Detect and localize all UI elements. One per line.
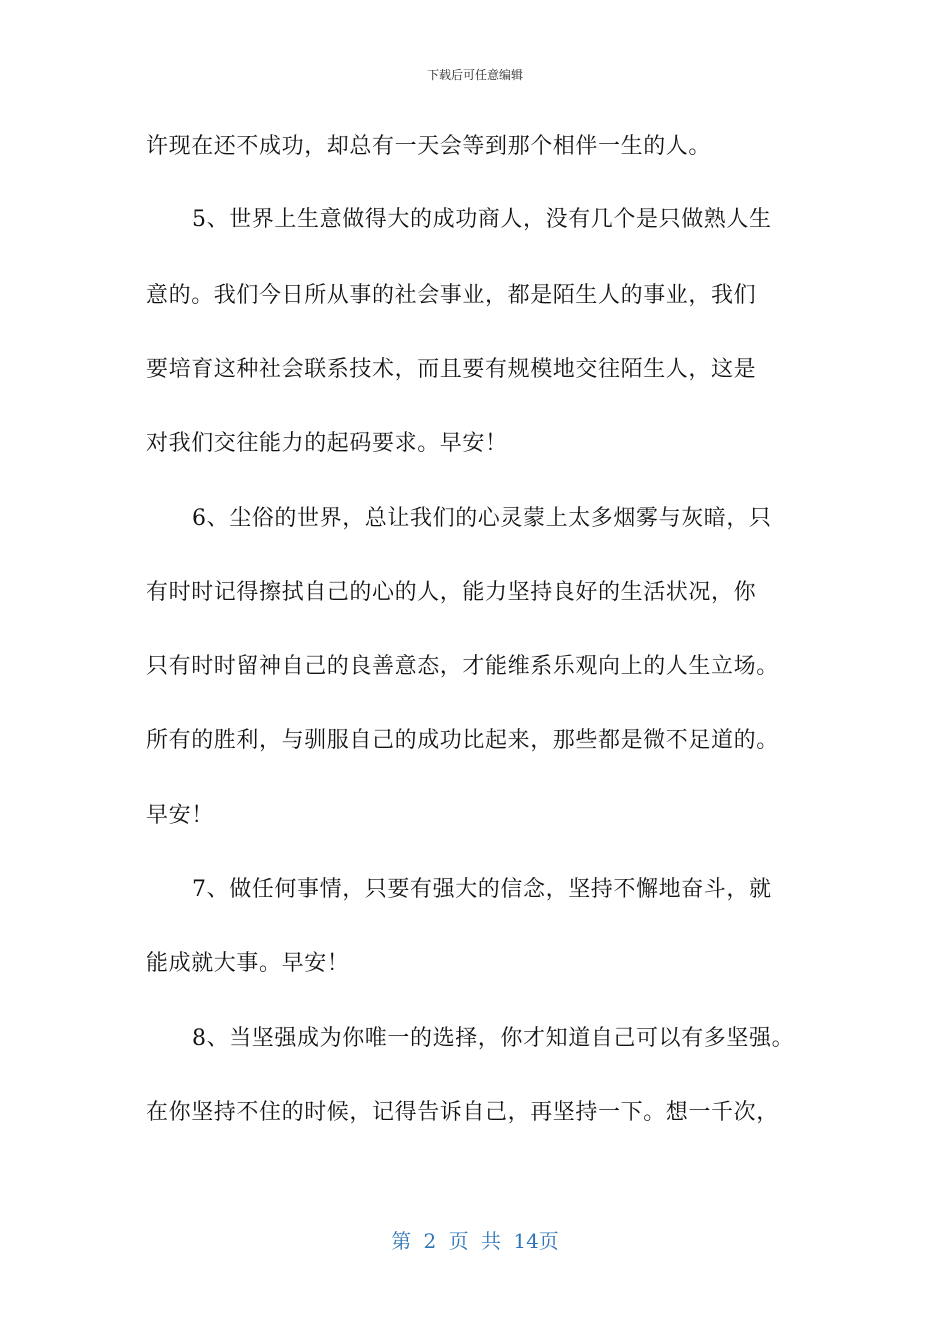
page-header: 下载后可任意编辑 [426, 68, 523, 82]
text-line: 8、当坚强成为你唯一的选择，你才知道自己可以有多坚强。 [192, 1026, 795, 1051]
text-line: 对我们交往能力的起码要求。早安！ [146, 431, 508, 456]
text-line: 能成就大事。早安！ [146, 951, 350, 976]
text-line: 早安！ [146, 803, 214, 828]
page-number-footer: 第 2 页 共 14页 [391, 1229, 559, 1253]
text-line: 6、尘俗的世界，总让我们的心灵蒙上太多烟雾与灰暗，只 [192, 506, 772, 531]
text-line: 有时时记得擦拭自己的心的人，能力坚持良好的生活状况，你 [146, 580, 757, 605]
text-line: 要培育这种社会联系技术，而且要有规模地交往陌生人，这是 [146, 357, 757, 382]
text-line: 意的。我们今日所从事的社会事业，都是陌生人的事业，我们 [146, 283, 757, 308]
text-line: 只有时时留神自己的良善意态，才能维系乐观向上的人生立场。 [146, 654, 779, 679]
text-line: 许现在还不成功，却总有一天会等到那个相伴一生的人。 [146, 134, 712, 159]
text-line: 所有的胜利，与驯服自己的成功比起来，那些都是微不足道的。 [146, 728, 779, 753]
text-line: 7、做任何事情，只要有强大的信念，坚持不懈地奋斗，就 [192, 877, 772, 902]
text-line: 5、世界上生意做得大的成功商人，没有几个是只做熟人生 [192, 207, 772, 232]
text-line: 在你坚持不住的时候，记得告诉自己，再坚持一下。想一千次， [146, 1100, 779, 1125]
